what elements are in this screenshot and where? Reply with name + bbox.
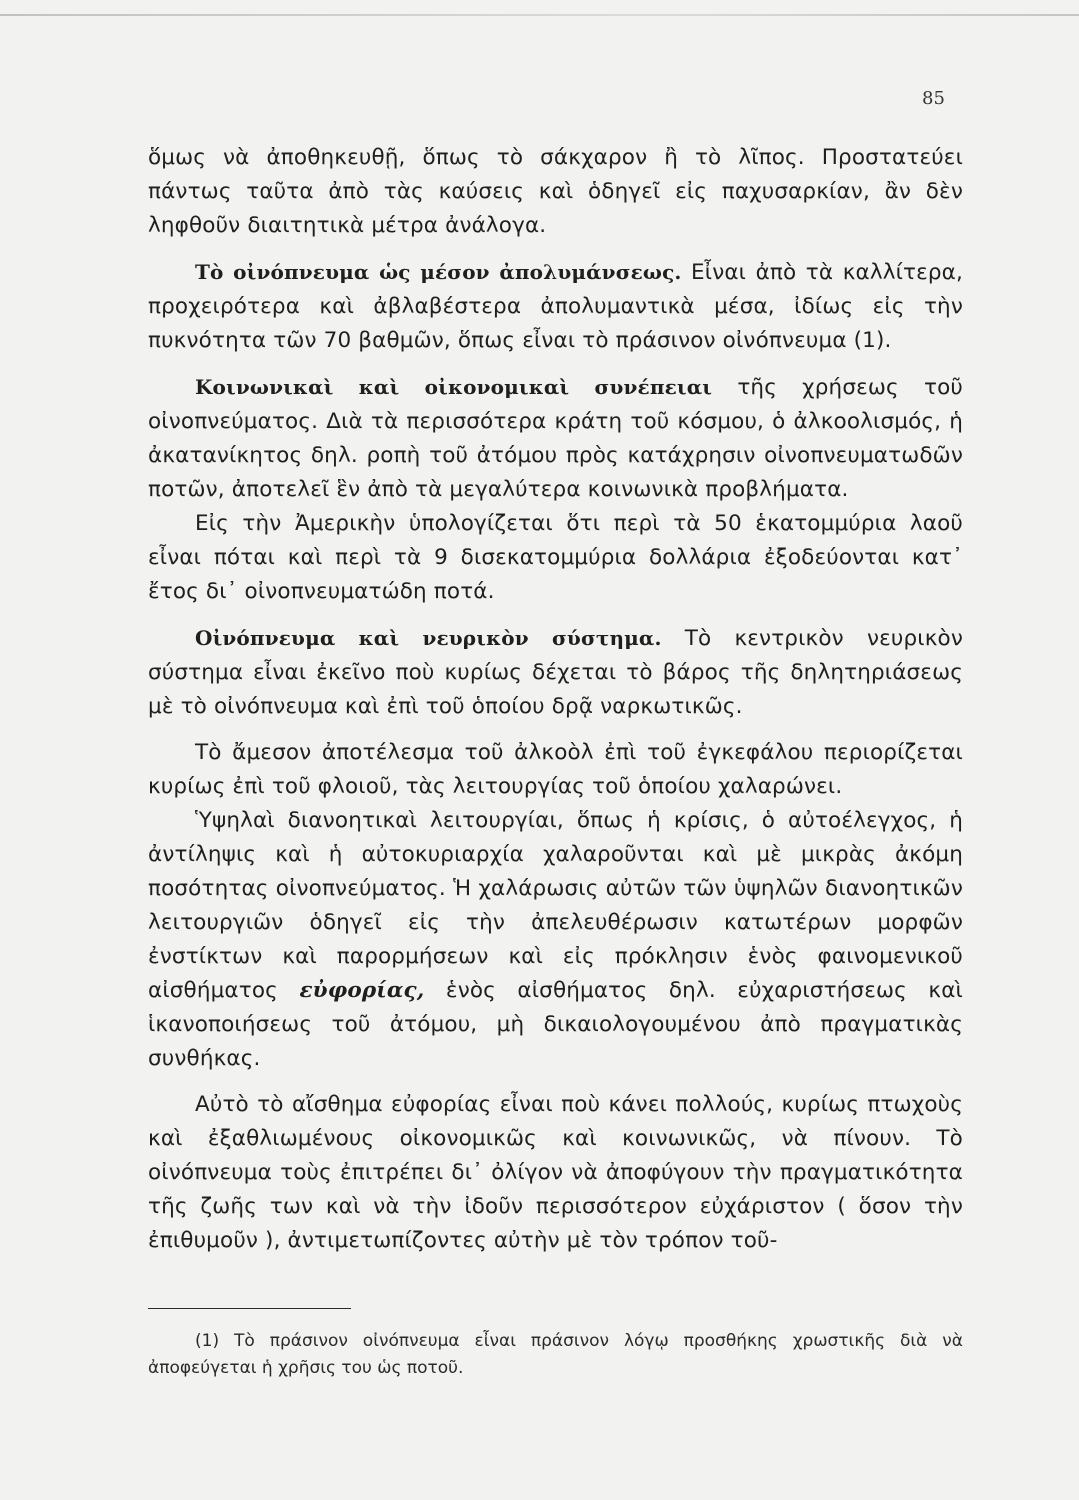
section-heading: Οἰνόπνευμα καὶ νευρικὸν σύστημα.	[195, 626, 662, 650]
footnote-text: (1) Τὸ πράσινον οἰνόπνευμα εἶναι πράσινον λόγῳ προσθήκης χρωστικῆς διὰ νὰ ἀποφεύγεται ἡ χρῆσις του ὡς ποτοῦ.	[148, 1331, 963, 1378]
paragraph: Αὐτὸ τὸ αἴσθημα εὐφορίας εἶναι ποὺ κάνει πολλούς, κυρίως πτωχοὺς καὶ ἐξαθλιωμένους οἰκονομικῶς καὶ κοινωνικῶς, νὰ πίνουν. Τὸ οἰνόπνευμα τοὺς ἐπιτρέπει δι᾿ ὀλίγον νὰ ἀποφύγουν τὴν πραγματικότητα τῆς ζωῆς των καὶ νὰ τὴν ἰδοῦν περισσότερον εὐχάριστον ( ὅσον τὴν ἐπιθυμοῦν ), ἀντιμετωπίζοντες αὐτὴν μὲ τὸν τρόπον τοῦ-	[148, 1092, 963, 1253]
paragraph: ὅμως νὰ ἀποθηκευθῇ, ὅπως τὸ σάκχαρον ἢ τὸ λῖπος. Προστατεύει πάντως ταῦτα ἀπὸ τὰς καύσεις καὶ ὁδηγεῖ εἰς παχυσαρκίαν, ἂν δὲν ληφθοῦν διαιτητικὰ μέτρα ἀνάλογα.	[148, 145, 963, 238]
section-heading: Τὸ οἰνόπνευμα ὡς μέσον ἀπολυμάνσεως.	[195, 260, 682, 284]
paragraph-text: Ὑψηλαὶ διανοητικαὶ λειτουργίαι, ὅπως ἡ κρίσις, ὁ αὐτοέλεγχος, ἡ ἀντίληψις καὶ ἡ αὐτοκυριαρχία χαλαροῦνται καὶ μὲ μικρὰς ἀκόμη ποσότητας οἰνοπνεύματος. Ἡ χαλάρωσις αὐτῶν τῶν ὑψηλῶν διανοητικῶν λειτουργιῶν ὁδηγεῖ εἰς τὴν ἀπελευθέρωσιν κατωτέρων μορφῶν ἐνστίκτων καὶ παρορμήσεων καὶ εἰς πρόκλησιν ἑνὸς φαινομενικοῦ αἰσθήματος	[148, 808, 963, 1003]
body-text	[148, 141, 963, 1258]
footnote	[148, 1328, 963, 1382]
paragraph-text: Τὸ κεντρικὸν νευρικὸν σύστημα εἶναι ἐκεῖνο ποὺ κυρίως δέχεται τὸ βάρος τῆς δηλητηριάσεως μὲ τὸ οἰνόπνευμα καὶ ἐπὶ τοῦ ὁποίου δρᾷ ναρκωτικῶς.	[148, 626, 963, 719]
paragraph-nervous-system	[148, 621, 963, 724]
paragraph-disinfection	[148, 255, 963, 358]
emphasized-word: εὐφορίας,	[299, 978, 425, 1003]
paragraph-text: Εἶναι ἀπὸ τὰ καλλίτερα, προχειρότερα καὶ ἀβλαβέστερα ἀπολυμαντικὰ μέσα, ἰδίως εἰς τὴν πυκνότητα τῶν 70 βαθμῶν, ὅπως εἶναι τὸ πράσινον οἰνόπνευμα (1).	[148, 260, 963, 353]
paragraph: Εἰς τὴν Ἀμερικὴν ὑπολογίζεται ὅτι περὶ τὰ 50 ἑκατομμύρια λαοῦ εἶναι πόται καὶ περὶ τὰ 9 δισεκατομμύρια δολλάρια ἐξοδεύονται κατ᾿ ἔτος δι᾿ οἰνοπνευματώδη ποτά.	[148, 511, 963, 604]
footnote-divider	[148, 1308, 351, 1309]
section-heading: Κοινωνικαὶ καὶ οἰκονομικαὶ συνέπειαι	[195, 375, 713, 399]
paragraph-text: τῆς χρήσεως τοῦ οἰνοπνεύματος. Διὰ τὰ περισσότερα κράτη τοῦ κόσμου, ὁ ἀλκοολισμός, ἡ ἀκατανίκητος δηλ. ροπὴ τοῦ ἀτόμου πρὸς κατάχρησιν οἰνοπνευματωδῶν ποτῶν, ἀποτελεῖ ἓν ἀπὸ τὰ μεγαλύτερα κοινωνικὰ προβλήματα.	[148, 375, 963, 502]
paragraph-social-economic	[148, 370, 963, 507]
page-number: 85	[922, 88, 945, 109]
paragraph-text: ἑνὸς αἰσθήματος δηλ. εὐχαριστήσεως καὶ ἱκανοποιήσεως τοῦ ἀτόμου, μὴ δικαιολογουμένου ἀπὸ πραγματικὰς συνθήκας.	[148, 978, 963, 1071]
paragraph-euphoria	[148, 804, 963, 1076]
paragraph: Τὸ ἄμεσον ἀποτέλεσμα τοῦ ἀλκοὸλ ἐπὶ τοῦ ἐγκεφάλου περιορίζεται κυρίως ἐπὶ τοῦ φλοιοῦ, τὰς λειτουργίας τοῦ ὁποίου χαλαρώνει.	[148, 740, 963, 799]
scan-top-edge	[0, 14, 1079, 16]
